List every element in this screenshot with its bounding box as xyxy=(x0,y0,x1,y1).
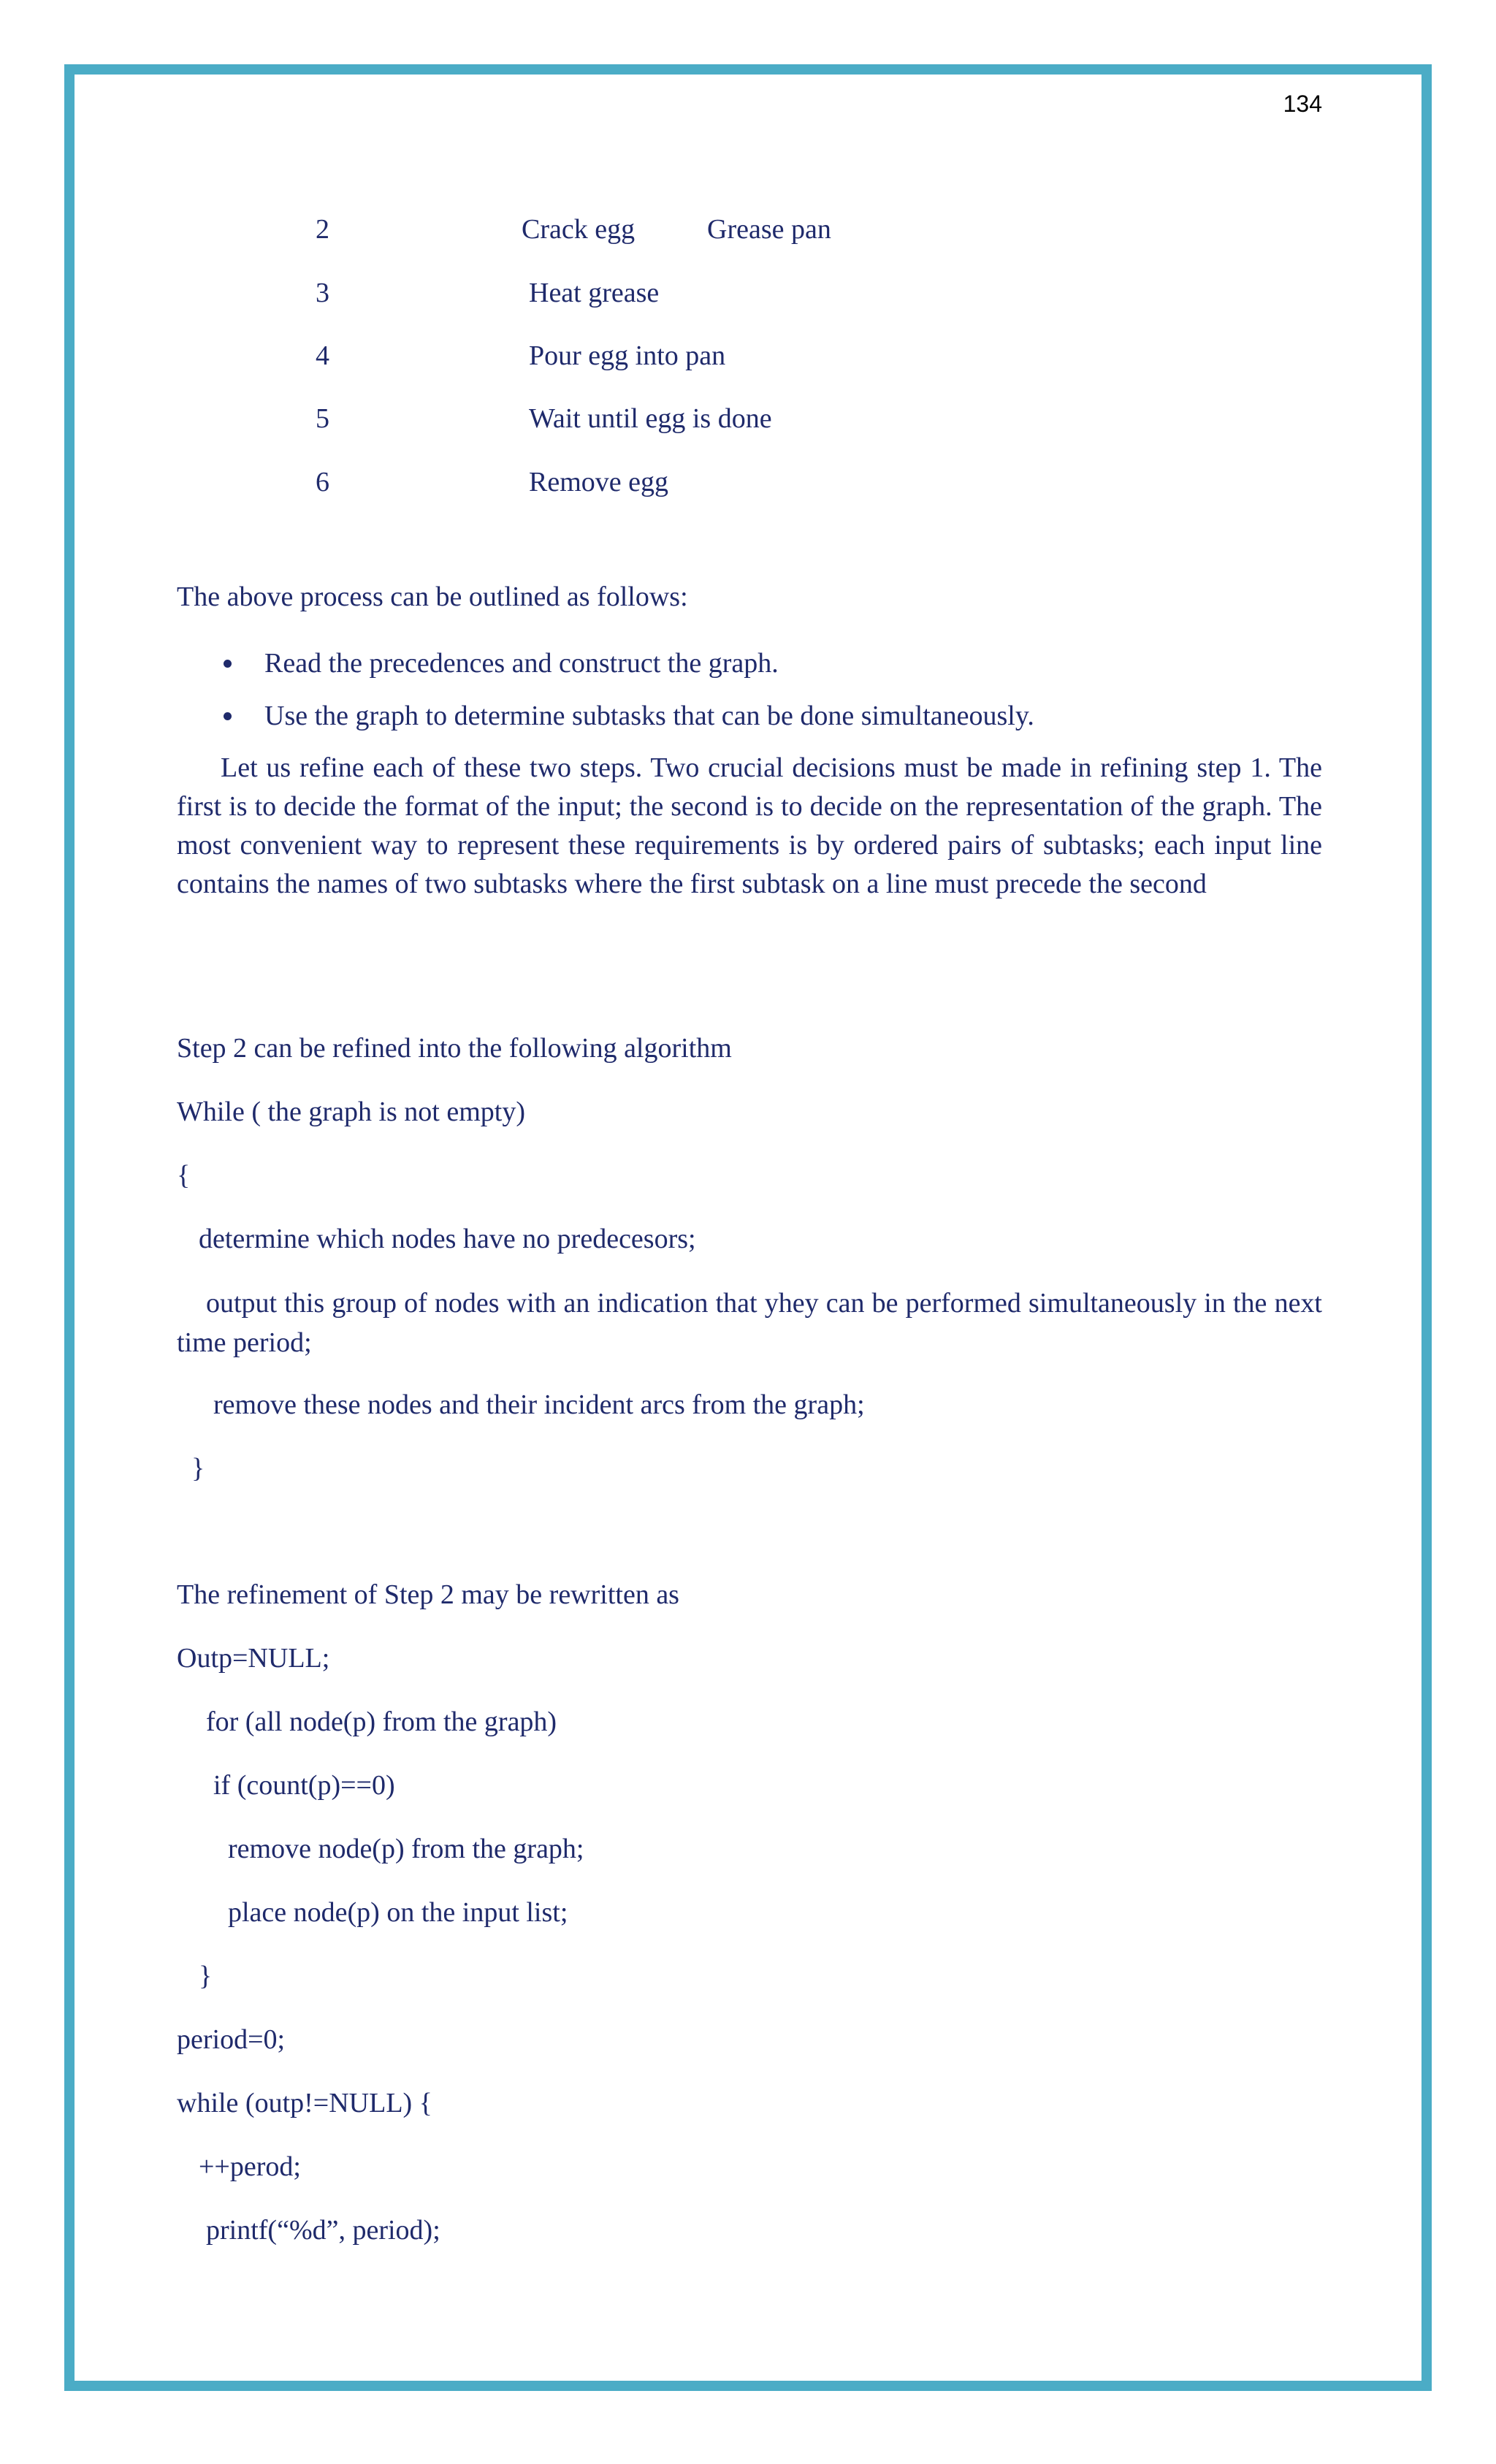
bullet-item: Read the precedences and construct the graph. xyxy=(264,648,779,679)
code-line: printf(“%d”, period); xyxy=(206,2215,440,2246)
code-line: ++perod; xyxy=(199,2151,301,2182)
algorithm-line: determine which nodes have no predecesors; xyxy=(199,1224,696,1254)
step-number: 3 xyxy=(316,278,329,308)
step-number: 5 xyxy=(316,403,329,434)
code-line: remove node(p) from the graph; xyxy=(228,1834,584,1864)
step-task: Pour egg into pan xyxy=(529,340,726,371)
step-task: Crack egg xyxy=(522,214,636,245)
step2-intro: Step 2 can be refined into the following algorithm xyxy=(177,1033,732,1064)
bullet-icon xyxy=(224,712,232,720)
code-line: place node(p) on the input list; xyxy=(228,1897,568,1928)
code-line: Outp=NULL; xyxy=(177,1643,330,1674)
code-line: if (count(p)==0) xyxy=(213,1770,395,1801)
bullet-item: Use the graph to determine subtasks that can be done simultaneously. xyxy=(264,701,1034,731)
step-number: 4 xyxy=(316,340,329,371)
algorithm-line: remove these nodes and their incident arcs from the graph; xyxy=(213,1389,865,1420)
step-number: 2 xyxy=(316,214,329,245)
code-line: while (outp!=NULL) { xyxy=(177,2088,432,2118)
step-task: Heat grease xyxy=(529,278,660,308)
refinement-intro: The refinement of Step 2 may be rewritten as xyxy=(177,1579,679,1610)
step-task: Wait until egg is done xyxy=(529,403,772,434)
algorithm-open-brace: { xyxy=(177,1160,191,1191)
code-line: period=0; xyxy=(177,2024,286,2055)
bullet-icon xyxy=(224,660,232,668)
step-task: Remove egg xyxy=(529,467,669,497)
code-line: for (all node(p) from the graph) xyxy=(206,1706,557,1737)
refine-paragraph: Let us refine each of these two steps. Two crucial decisions must be made in refining step 1. The first is to decide the format of the input; the second is to decide on the representation of the graph. The most convenient way to represent these requirements is by ordered pairs of subtasks; each input line contains the names of two subtasks where the first subtask on a line must precede the second xyxy=(177,752,1322,899)
step-number: 6 xyxy=(316,467,329,497)
code-close-brace: } xyxy=(199,1961,213,1991)
step-task-parallel: Grease pan xyxy=(707,214,831,245)
algorithm-line: output this group of nodes with an indication that yhey can be performed simultaneously in the next time period; xyxy=(177,1288,1322,1358)
page-number: 134 xyxy=(1283,91,1322,117)
outline-intro: The above process can be outlined as follows: xyxy=(177,581,688,612)
algorithm-while-line: While ( the graph is not empty) xyxy=(177,1096,525,1127)
algorithm-close-brace: } xyxy=(191,1453,205,1484)
